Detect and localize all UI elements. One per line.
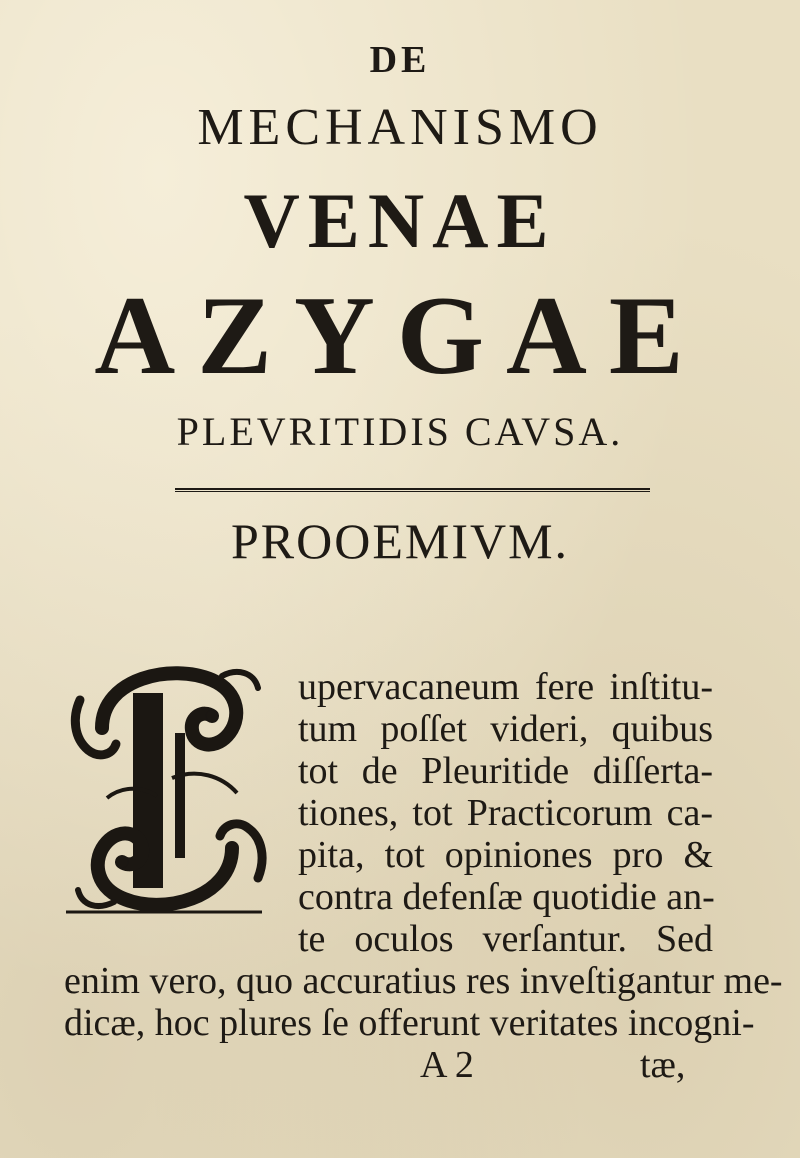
- paragraph-line-3: tot de Pleuritide diſſerta-: [298, 750, 713, 792]
- paragraph-line-8: enim vero, quo accuratius res inveſtigantur me-: [64, 960, 783, 1002]
- signature-mark: A 2: [420, 1044, 474, 1086]
- section-heading: PROOEMIVM.: [230, 513, 570, 569]
- ornamental-initial-s-icon: [62, 658, 282, 920]
- title-de: DE: [369, 39, 431, 81]
- paragraph-line-7: te oculos verſantur. Sed: [298, 918, 713, 960]
- title-azygae: AZYGAE: [94, 274, 706, 398]
- divider-rule: [175, 488, 650, 492]
- catchword: tæ,: [640, 1044, 686, 1086]
- paragraph-line-2: tum poſſet videri, quibus: [298, 708, 713, 750]
- title-venae: VENAE: [243, 177, 557, 264]
- paragraph-line-9: dicæ, hoc plures ſe offerunt veritates incogni-: [64, 1002, 755, 1044]
- title-mechanismo: MECHANISMO: [197, 99, 603, 156]
- subtitle: PLEVRITIDIS CAVSA.: [176, 409, 624, 454]
- paragraph-line-4: tiones, tot Practicorum ca-: [298, 792, 713, 834]
- paragraph-line-6: contra defenſæ quotidie an-: [298, 876, 715, 918]
- drop-cap-initial: [62, 658, 282, 920]
- paragraph-line-1: upervacaneum fere inſtitu-: [298, 666, 713, 708]
- paragraph-line-5: pita, tot opiniones pro &: [298, 834, 713, 876]
